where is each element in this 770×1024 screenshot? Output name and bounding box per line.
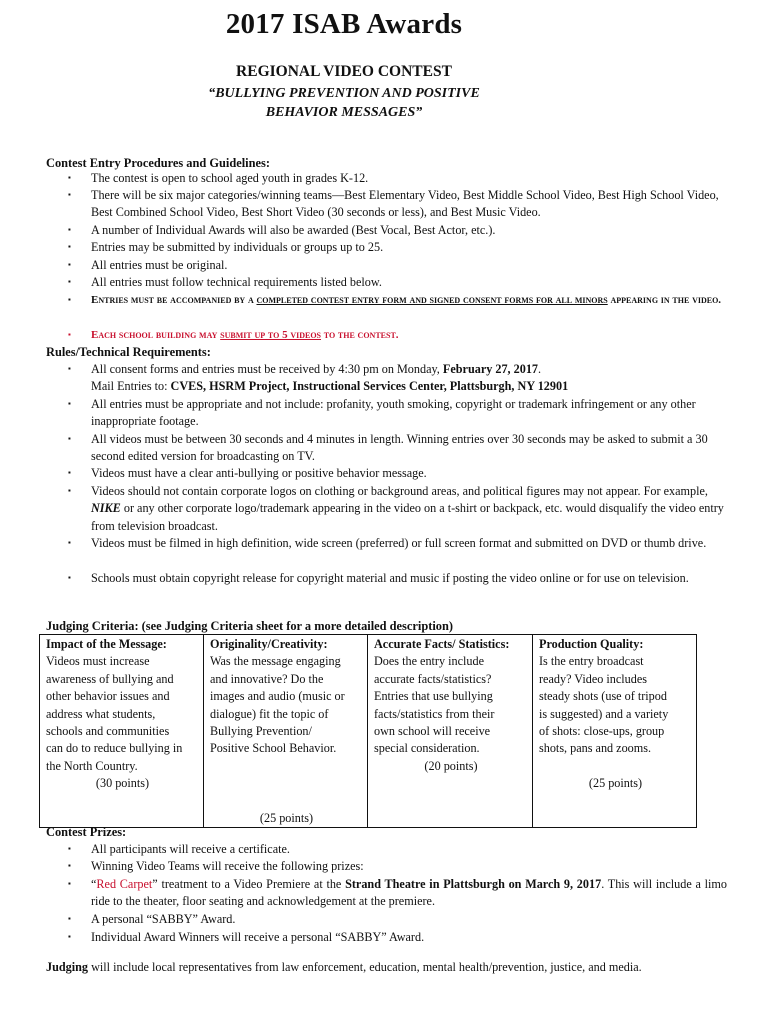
deadline-end: . [538,362,542,376]
entry-bullet-consent-forms [91,292,727,309]
criteria-line: images and audio (music or [210,689,345,704]
rules-bullet-format: Videos must be filmed in high definition, wide screen (preferred) or full screen format and submitted on DVD or thumb drive. [91,536,707,550]
criteria-production [533,635,697,828]
bullet-icon: ▪ [68,844,71,853]
criteria-line: Videos must increase [46,654,150,669]
criteria-line: can do to reduce bullying in [46,741,183,756]
building-text-end: to the contest. [321,329,399,341]
bullet-icon: ▪ [68,364,71,373]
bullet-icon: ▪ [68,914,71,923]
judging-criteria-heading: Judging Criteria: (see Judging Criteria sheet for a more detailed description) [46,619,453,633]
bullet-icon: ▪ [68,932,71,941]
criteria-line: Entries that use bullying [374,689,493,704]
building-text-underlined: submit up to 5 videos [220,329,321,341]
contest-subtitle: REGIONAL VIDEO CONTEST [236,63,452,80]
criteria-line: is suggested) and a variety [539,706,669,721]
criteria-line: special consideration. [374,741,480,756]
entry-bullet-grades: The contest is open to school aged youth in grades K-12. [91,171,369,185]
criteria-title: Accurate Facts/ Statistics: [374,637,510,651]
bullet-icon: ▪ [68,468,71,477]
prize-bullet-certificate: All participants will receive a certificate. [91,842,290,856]
rules-bullet-length: All videos must be between 30 seconds and 4 minutes in length. Winning entries over 30 seconds may be asked to submit a 30 second edited version for broadcasting on TV. [91,432,708,464]
logos-text: Videos should not contain corporate logos on clothing or background areas, and political figures may not appear. For example, [91,484,708,498]
contest-theme [0,84,688,122]
contest-theme-line-2: BEHAVIOR MESSAGES” [265,105,423,120]
criteria-line: Was the message engaging [210,654,341,669]
criteria-points: (25 points) [259,810,314,825]
criteria-line: Bullying Prevention/ [210,724,312,739]
criteria-line: Positive School Behavior. [210,741,337,756]
bullet-icon: ▪ [68,434,71,443]
entry-bullet-individual-awards: A number of Individual Awards will also be awarded (Best Vocal, Best Actor, etc.). [91,223,496,237]
deadline-date: February 27, 2017 [442,362,539,376]
entry-bullet-technical: All entries must follow technical requirements listed below. [91,275,382,289]
logos-text-end: or any other corporate logo/trademark appearing in the video on a t-shirt or backpack, etc. would disqualify the video entry from television broadcast. [91,501,724,533]
document-title: 2017 ISAB Awards [225,8,463,40]
criteria-line: ready? Video includes [539,671,648,686]
mail-line [91,378,727,395]
criteria-line: own school will receive [374,724,491,739]
bullet-icon: ▪ [68,277,71,286]
criteria-line: of shots: close-ups, group [539,724,665,739]
premiere-quote: “ [91,877,97,891]
bullet-icon: ▪ [68,573,71,582]
bullet-icon: ▪ [68,260,71,269]
logos-brand: NIKE [91,501,121,516]
criteria-title: Production Quality: [539,637,644,651]
consent-text-end: appearing in the video. [607,294,722,306]
rules-bullet-message: Videos must have a clear anti-bullying or positive behavior message. [91,466,427,480]
entry-bullet-categories: There will be six major categories/winning teams—Best Elementary Video, Best Middle School Video, Best High School Video, Best Combined School Video, Best Short Video (30 seconds or less), and Best Music Video. [91,188,719,220]
judging-text: will include local representatives from law enforcement, education, mental health/prevention, justice, and media. [88,960,642,974]
consent-text-underlined: completed contest entry form and signed consent forms for all minors [256,294,608,306]
criteria-line: dialogue) fit the topic of [210,706,329,721]
contest-theme-line-1: “BULLYING PREVENTION AND POSITIVE [208,86,480,101]
bullet-icon: ▪ [68,486,71,495]
criteria-line: accurate facts/statistics? [374,671,492,686]
rules-heading: Rules/Technical Requirements: [46,345,211,359]
entry-bullet-building-limit [91,327,727,344]
entry-procedures-heading: Contest Entry Procedures and Guidelines: [46,156,270,170]
bullet-icon: ▪ [68,225,71,234]
criteria-line: Is the entry broadcast [539,654,644,669]
table-row [40,635,697,828]
bullet-icon: ▪ [68,861,71,870]
premiere-venue: Strand Theatre in Plattsburgh on March 9, 2017 [345,877,602,891]
criteria-line: address what students, [46,706,156,721]
rules-bullet-logos [91,483,727,535]
consent-text: Entries must be accompanied by a [91,294,257,306]
premiere-red-carpet: Red Carpet [96,877,153,891]
deadline-line [91,361,727,378]
criteria-points: (30 points) [95,776,150,791]
criteria-accuracy [368,635,533,828]
entry-bullet-original: All entries must be original. [91,258,228,272]
bullet-icon: ▪ [68,295,71,304]
criteria-line: the North Country. [46,758,138,773]
criteria-originality [204,635,368,828]
deadline-text: All consent forms and entries must be received by 4:30 pm on Monday, [91,362,443,376]
criteria-points: (20 points) [424,758,478,773]
rules-bullet-appropriate: All entries must be appropriate and not include: profanity, youth smoking, copyright or trademark infringement or any other inappropriate footage. [91,397,696,429]
criteria-title: Originality/Creativity: [210,637,328,651]
criteria-impact [40,635,204,828]
prize-bullet-individual: Individual Award Winners will receive a personal “SABBY” Award. [91,930,425,944]
criteria-line: Does the entry include [374,654,484,669]
bullet-icon: ▪ [68,173,71,182]
criteria-line: awareness of bullying and [46,671,174,686]
criteria-points: (25 points) [588,775,643,790]
prize-bullet-sabby: A personal “SABBY” Award. [91,912,236,926]
criteria-line: steady shots (use of tripod [539,689,667,704]
criteria-line: and innovative? Do the [210,671,324,686]
criteria-line: facts/statistics from their [374,706,495,721]
bullet-icon: ▪ [68,399,71,408]
judging-criteria-table [39,634,697,828]
bullet-icon: ▪ [68,330,71,339]
bullet-icon: ▪ [68,190,71,199]
premiere-text-end: . This will include a limo ride to the theater, floor seating and acknowledgement at the premiere. [91,877,727,909]
criteria-line: other behavior issues and [46,689,170,704]
rules-bullet-copyright: Schools must obtain copyright release for copyright material and music if posting the video online or for use on television. [91,571,689,585]
entry-bullet-groups: Entries may be submitted by individuals or groups up to 25. [91,240,384,254]
mail-label: Mail Entries to: [91,379,171,394]
prize-bullet-premiere [91,876,727,911]
bullet-icon: ▪ [68,879,71,888]
judging-bold: Judging [46,960,89,974]
bullet-icon: ▪ [68,242,71,251]
criteria-title: Impact of the Message: [46,637,167,651]
building-text: Each school building may [91,329,221,341]
criteria-line: shots, pans and zooms. [539,741,652,756]
premiere-text: ” treatment to a Video Premiere at the [152,877,346,891]
criteria-line: schools and communities [46,724,170,739]
judging-panel-note [46,960,642,975]
mail-address: CVES, HSRM Project, Instructional Services Center, Plattsburgh, NY 12901 [170,379,569,394]
prize-bullet-winning: Winning Video Teams will receive the following prizes: [91,859,364,873]
prizes-heading: Contest Prizes: [46,825,127,839]
rules-bullet-deadline [91,361,727,396]
bullet-icon: ▪ [68,538,71,547]
